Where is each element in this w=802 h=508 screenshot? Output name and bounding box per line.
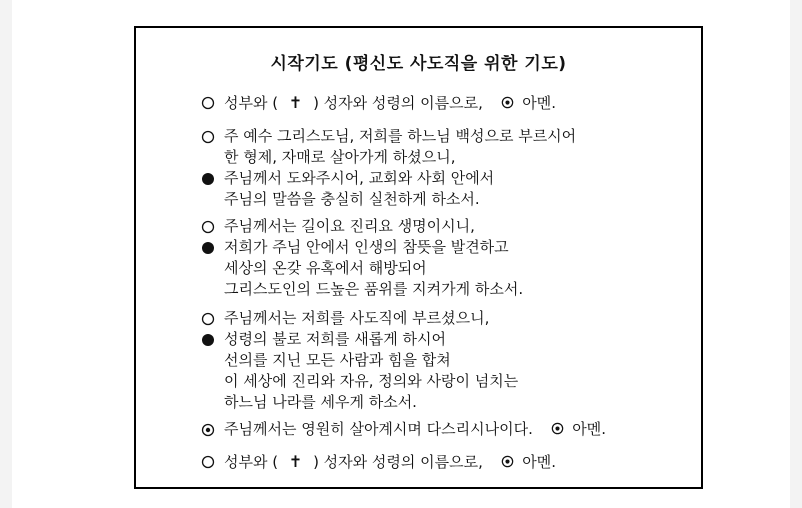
prayer-line xyxy=(200,279,690,300)
open-circle-icon xyxy=(200,129,216,145)
dot-circle-icon xyxy=(550,421,565,436)
prayer-line-text: 한 형제, 자매로 살아가게 하셨으니, xyxy=(224,148,456,166)
prayer-line-text: 성부와 ( xyxy=(224,453,279,471)
prayer-line-text: 성령의 불로 저희를 새롭게 하시어 xyxy=(224,330,446,348)
prayer-line-text: 선의를 지닌 모든 사람과 힘을 합쳐 xyxy=(224,351,451,369)
prayer-section-sign-of-cross-start xyxy=(200,92,690,113)
cross-icon: ✝ xyxy=(288,452,303,471)
prayer-line-text: 그리스도인의 드높은 품위를 지켜가게 하소서. xyxy=(224,280,524,298)
prayer-line xyxy=(200,168,690,189)
prayer-section-2 xyxy=(200,216,690,300)
prayer-line xyxy=(200,147,690,168)
prayer-line xyxy=(200,371,690,392)
open-circle-icon xyxy=(200,95,216,111)
prayer-title: 시작기도 (평신도 사도직을 위한 기도) xyxy=(270,54,567,74)
prayer-line-text: 주님께서는 영원히 살아계시며 다스리시나이다. xyxy=(224,420,533,438)
prayer-line-text: ) 성자와 성령의 이름으로, xyxy=(313,453,483,471)
prayer-box xyxy=(134,26,703,489)
open-circle-icon xyxy=(200,311,216,327)
document-page xyxy=(12,0,790,508)
prayer-line-text: 주님의 말씀을 충실히 실천하게 하소서. xyxy=(224,190,480,208)
prayer-line-text: 주님께서 도와주시어, 교회와 사회 안에서 xyxy=(224,169,495,187)
prayer-line-text: 주님께서는 길이요 진리요 생명이시니, xyxy=(224,217,475,235)
amen-text: 아멘. xyxy=(522,453,556,471)
prayer-line xyxy=(200,392,690,413)
prayer-section-doxology xyxy=(200,419,690,440)
prayer-line xyxy=(200,189,690,210)
prayer-line-text: 주님께서는 저희를 사도직에 부르셨으니, xyxy=(224,309,490,327)
prayer-line-text: 성부와 ( xyxy=(224,94,279,112)
prayer-line-text: ) 성자와 성령의 이름으로, xyxy=(313,94,483,112)
dot-circle-icon xyxy=(500,454,515,469)
open-circle-icon xyxy=(200,454,216,470)
filled-circle-icon xyxy=(200,332,216,348)
prayer-line xyxy=(200,451,690,472)
prayer-line xyxy=(200,350,690,371)
prayer-line xyxy=(200,126,690,147)
open-circle-icon xyxy=(200,219,216,235)
prayer-line-text: 이 세상에 진리와 자유, 정의와 사랑이 넘치는 xyxy=(224,372,519,390)
prayer-section-sign-of-cross-end xyxy=(200,451,690,472)
dot-circle-icon xyxy=(500,95,515,110)
prayer-line-text: 세상의 온갖 유혹에서 해방되어 xyxy=(224,259,427,277)
amen-text: 아멘. xyxy=(522,94,556,112)
prayer-line xyxy=(200,216,690,237)
prayer-line-text: 하느님 나라를 세우게 하소서. xyxy=(224,393,417,411)
filled-circle-icon xyxy=(200,171,216,187)
prayer-line xyxy=(200,419,690,440)
prayer-section-1 xyxy=(200,126,690,210)
prayer-line xyxy=(200,258,690,279)
filled-circle-icon xyxy=(200,240,216,256)
prayer-line xyxy=(200,329,690,350)
prayer-line-text: 주 예수 그리스도님, 저희를 하느님 백성으로 부르시어 xyxy=(224,127,577,145)
amen-text: 아멘. xyxy=(572,420,606,438)
prayer-line-text: 저희가 주님 안에서 인생의 참뜻을 발견하고 xyxy=(224,238,509,256)
prayer-line xyxy=(200,92,690,113)
dot-circle-icon xyxy=(200,422,216,438)
cross-icon: ✝ xyxy=(288,93,303,112)
prayer-line xyxy=(200,237,690,258)
prayer-section-3 xyxy=(200,308,690,413)
prayer-line xyxy=(200,308,690,329)
